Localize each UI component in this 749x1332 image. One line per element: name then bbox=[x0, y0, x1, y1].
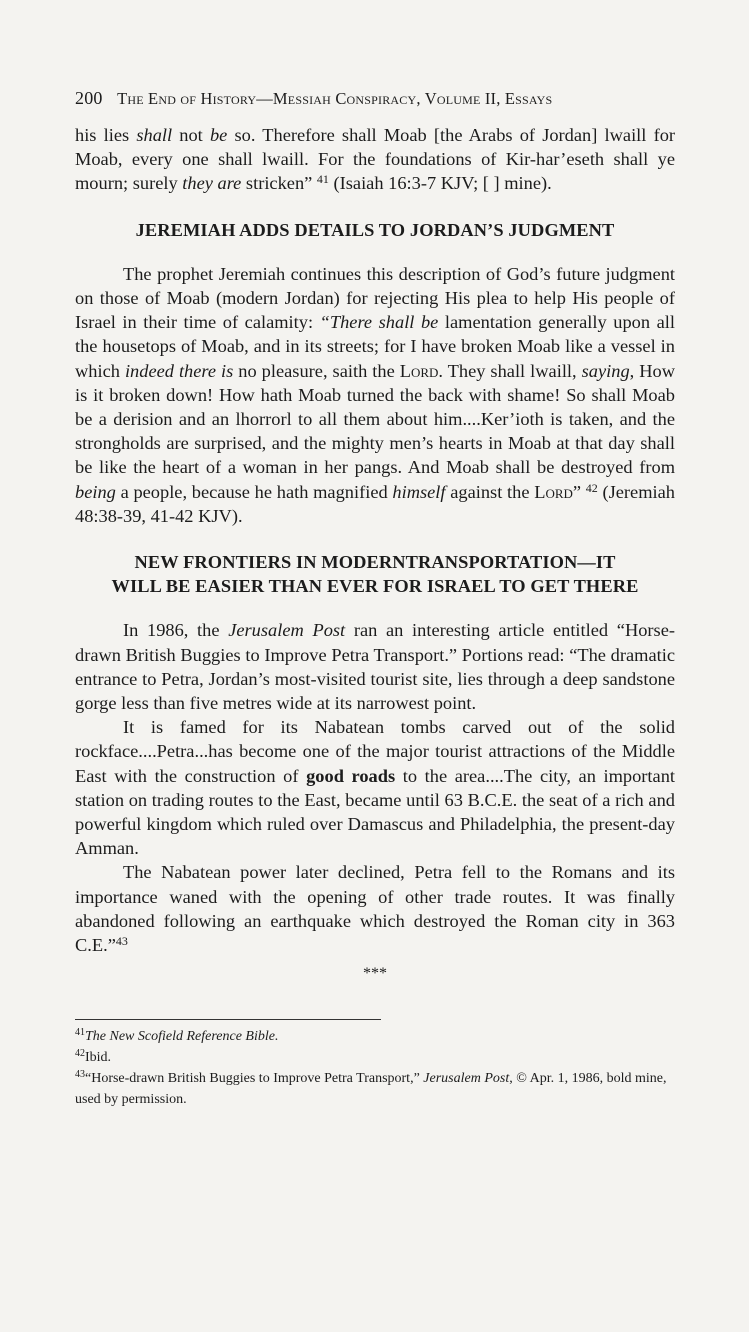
footnote-42: $^{42}$Ibid. bbox=[75, 1048, 112, 1066]
footnote-rule bbox=[75, 1019, 381, 1020]
book-page bbox=[75, 88, 675, 1110]
footnote-ref-42: 42 bbox=[585, 480, 598, 495]
section-separator: *** bbox=[363, 965, 387, 983]
running-title: The End of History—Messiah Conspiracy, Volume II, Essays bbox=[117, 89, 553, 108]
footnote-ref-43: 43 bbox=[115, 934, 128, 949]
footnote-41: $^{41}$The New Scofield Reference Bible. bbox=[75, 1027, 279, 1045]
section-heading-jeremiah: JEREMIAH ADDS DETAILS TO JORDAN’S JUDGMENT bbox=[135, 219, 615, 240]
paragraph-nabatean-decline: The Nabatean power later declined, Petra fell to the Romans and its importance waned with the opening of other trade routes. It was finally abandoned following an earthquake which destroyed the Roman city in 363 C.E.”$^{43}$ bbox=[75, 862, 675, 956]
paragraph-nabatean-tombs: It is famed for its Nabatean tombs carved out of the solid rockface....Petra...has become one of the major tourist attractions of the Middle East with the construction of good roads to the area....The city, an important station on trading routes to the East, became until 63 B.C.E. the seat of a rich and powerful kingdom which ruled over Damascus and Philadelphia, the present-day Amman. bbox=[75, 717, 675, 859]
footnote-ref-41: 41 bbox=[316, 172, 329, 187]
paragraph-jeremiah: The prophet Jeremiah continues this description of God’s future judgment on those of Moab (modern Jordan) for rejecting His plea to help His people of Israel in their time of calamity: “There shall be lamentation generally upon all the housetops of Moab, and in its streets; for I have broken Moab like a vessel in which indeed there is no pleasure, saith the Lord. They shall lwaill, saying, How is it broken down! How hath Moab turned the back with shame! So shall Moab be a derision and an lhorrorl to all them about him....Ker’ioth is taken, and the strongholds are surprised, and the mighty men’s hearts in Moab at that day shall be like the heart of a woman in her pangs. And Moab shall be destroyed from being a people, because he hath magnified himself against the Lord” $^{42}$ (Jeremiah 48:38-39, 41-42 KJV). bbox=[75, 263, 676, 526]
page-number: 200 bbox=[75, 88, 103, 108]
running-header bbox=[75, 88, 675, 109]
paragraph-isaiah-continuation: his lies shall not be so. Therefore shall Moab [the Arabs of Jordan] lwaill for Moab, every one shall lwaill. For the foundations of Kir-har’eseth shall ye mourn; surely they are stricken” $^{41}$ (Isaiah 16:3-7 KJV; [ ] mine). bbox=[75, 125, 676, 194]
paragraph-jerusalem-post: In 1986, the Jerusalem Post ran an interesting article entitled “Horse-drawn British Buggies to Improve Petra Transport.” Portions read: “The dramatic entrance to Petra, Jordan’s most-visited tourist site, lies through a deep sandstone gorge less than five metres wide at its narrowest point. bbox=[75, 620, 675, 714]
section-heading-new-frontiers: NEW FRONTIERS IN MODERNTRANSPORTATION—IT WILL BE EASIER THAN EVER FOR ISRAEL TO GET THERE bbox=[111, 552, 639, 597]
footnote-43: $^{43}$“Horse-drawn British Buggies to Improve Petra Transport,” Jerusalem Post, © Apr. 1, 1986, bold mine, used by permission. bbox=[75, 1069, 667, 1108]
